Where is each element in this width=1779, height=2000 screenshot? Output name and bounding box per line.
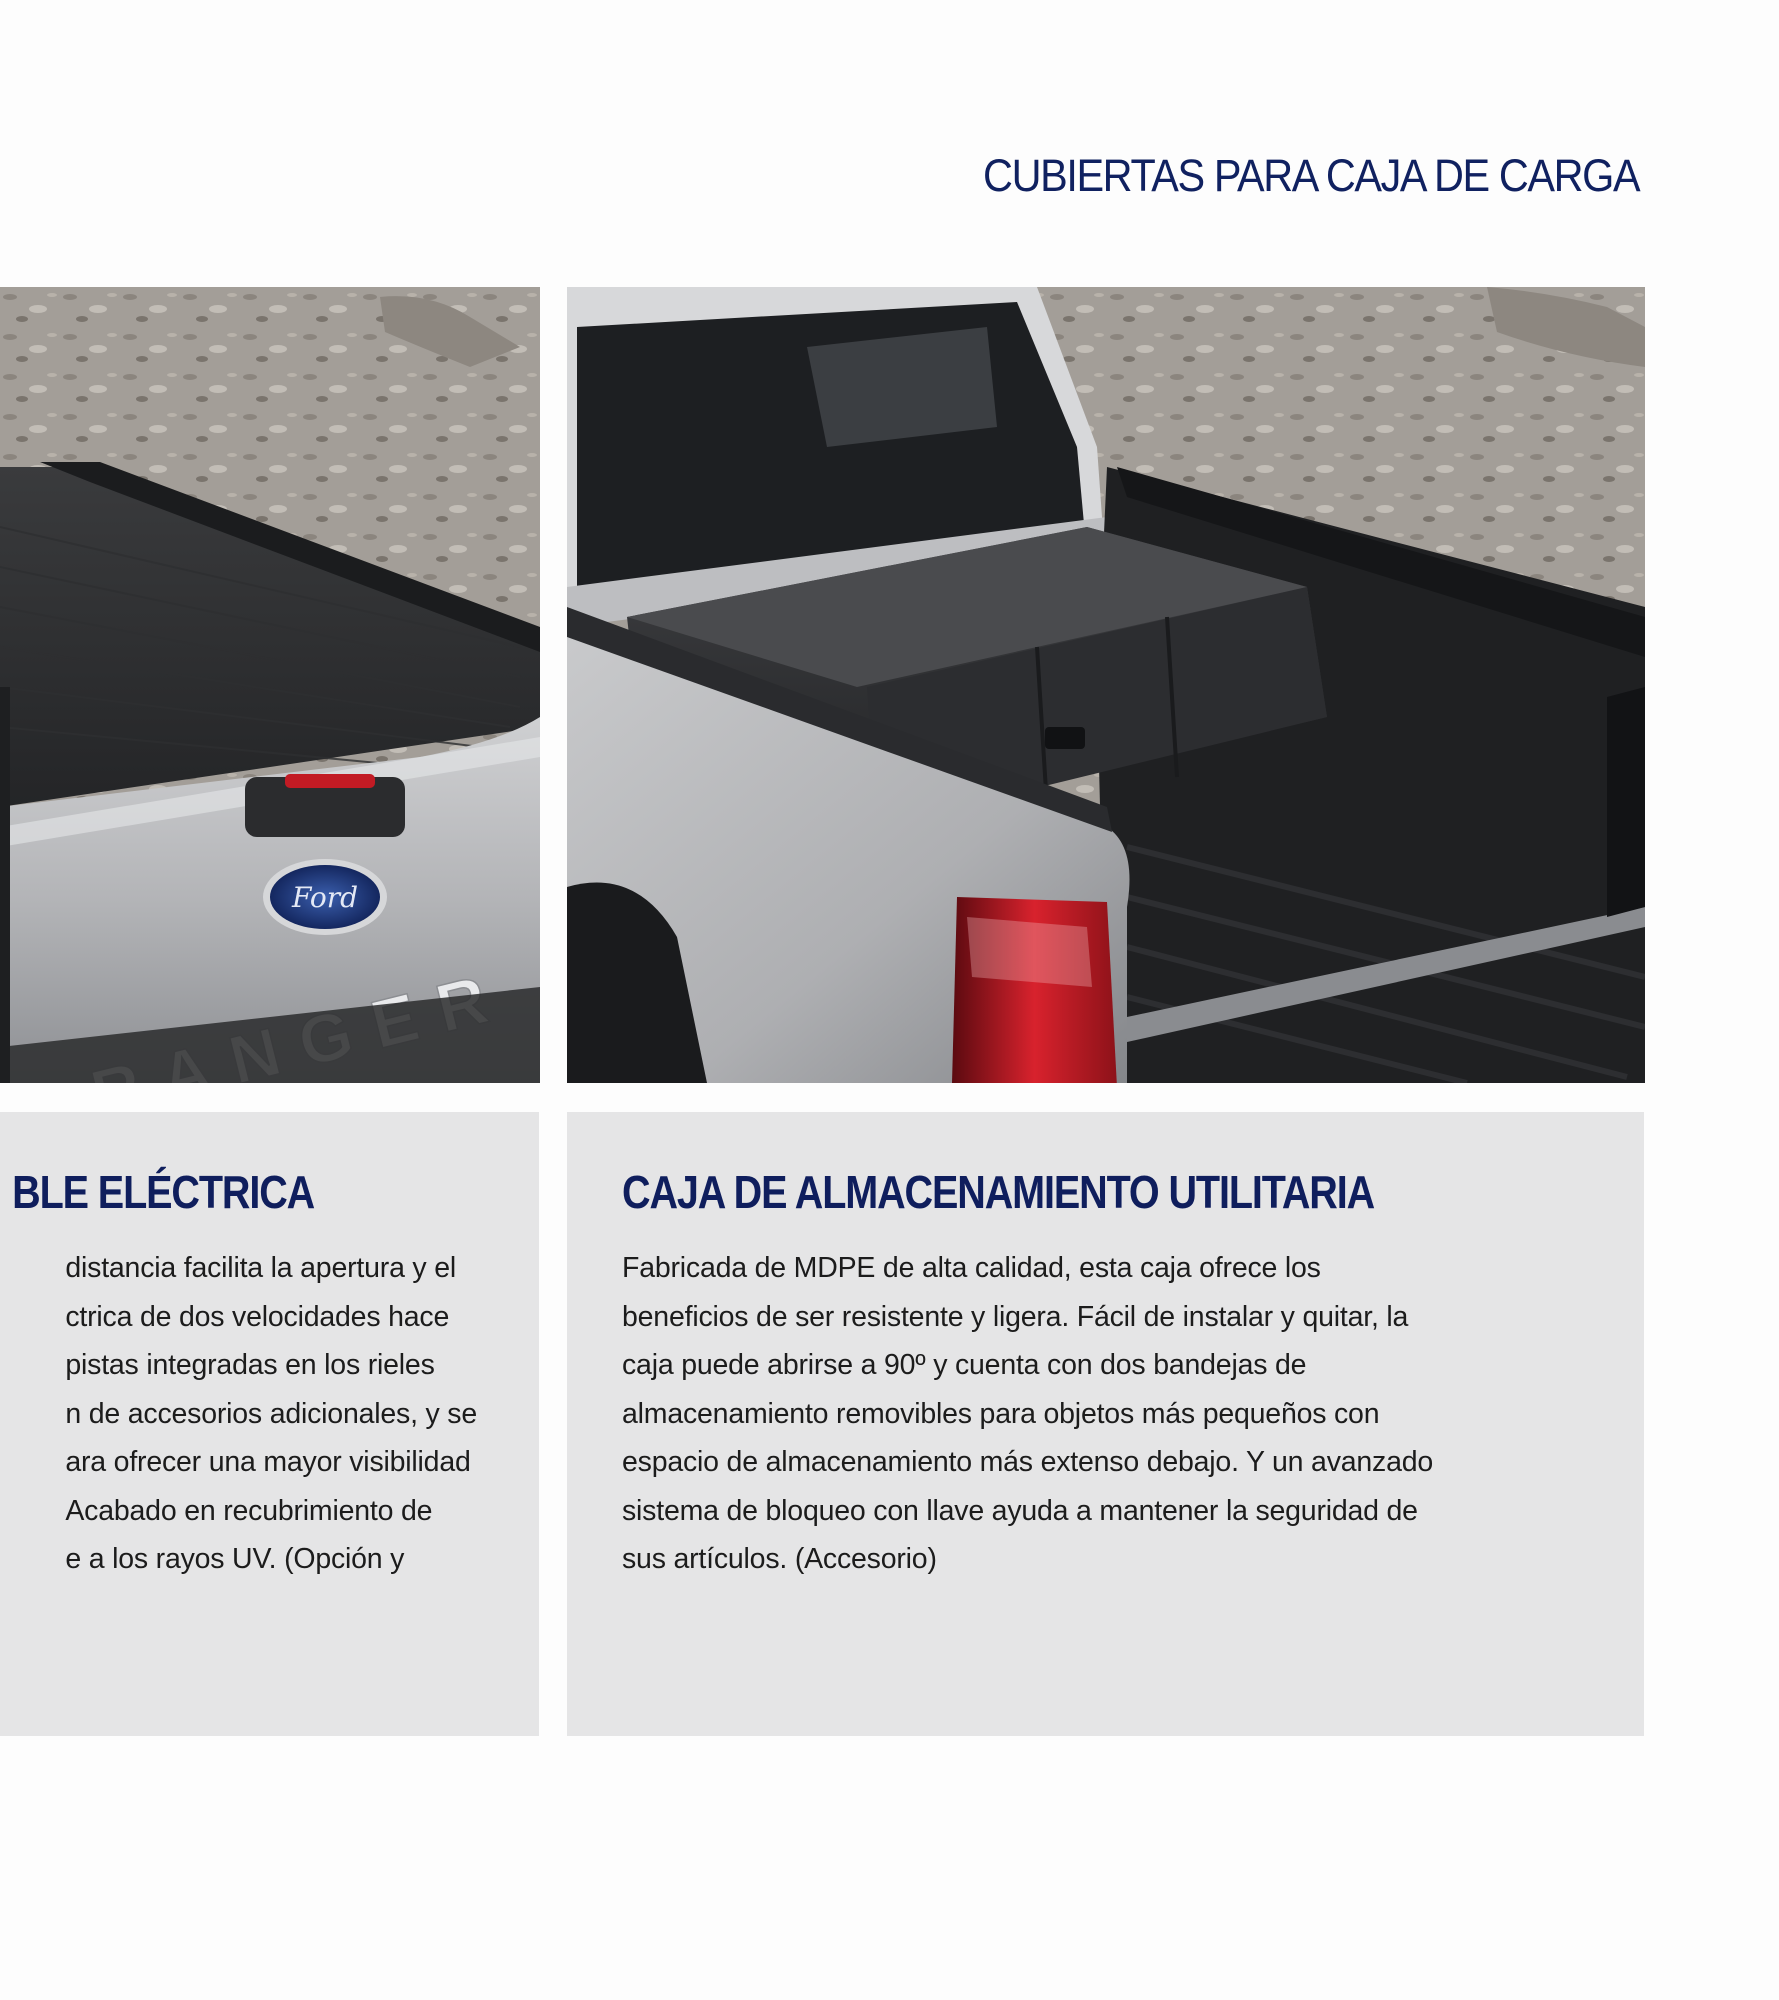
description-line: caja puede abrirse a 90º y cuenta con dos bandejas de	[622, 1349, 1307, 1381]
description-line: almacenamiento removibles para objetos más pequeños con	[622, 1397, 1380, 1430]
description-line: pistas integradas en los rieles	[65, 1349, 435, 1381]
description-line: Acabado en recubrimiento de	[65, 1494, 433, 1527]
roller-shutter-heading: BLE ELÉCTRICA	[12, 1166, 314, 1218]
description-line: sistema de bloqueo con llave ayuda a mantener la seguridad de	[622, 1494, 1418, 1527]
storage-box-heading: CAJA DE ALMACENAMIENTO UTILITARIA	[622, 1166, 1375, 1218]
description-line: Fabricada de MDPE de alta calidad, esta caja ofrece los	[622, 1252, 1321, 1284]
description-line: e a los rayos UV. (Opción y	[65, 1543, 405, 1575]
roller-shutter-card	[0, 1112, 539, 1736]
description-line: beneficios de ser resistente y ligera. Fácil de instalar y quitar, la	[622, 1300, 1409, 1333]
description-line: n de accesorios adicionales, y se	[65, 1397, 477, 1430]
description-line: ctrica de dos velocidades hace	[65, 1300, 450, 1333]
roller-shutter-photo	[0, 287, 540, 1083]
description-line: distancia facilita la apertura y el	[65, 1252, 456, 1284]
storage-box-description	[622, 1244, 1433, 1584]
ford-badge-text: Ford	[291, 881, 359, 914]
description-line: espacio de almacenamiento más extenso debajo. Y un avanzado	[622, 1446, 1434, 1478]
description-line: sus artículos. (Accesorio)	[622, 1543, 937, 1575]
storage-box-card	[567, 1112, 1644, 1736]
section-title: CUBIERTAS PARA CAJA DE CARGA	[982, 150, 1639, 201]
description-line: ara ofrecer una mayor visibilidad	[65, 1446, 471, 1478]
roller-shutter-description	[65, 1244, 477, 1584]
storage-box-photo	[567, 287, 1645, 1083]
